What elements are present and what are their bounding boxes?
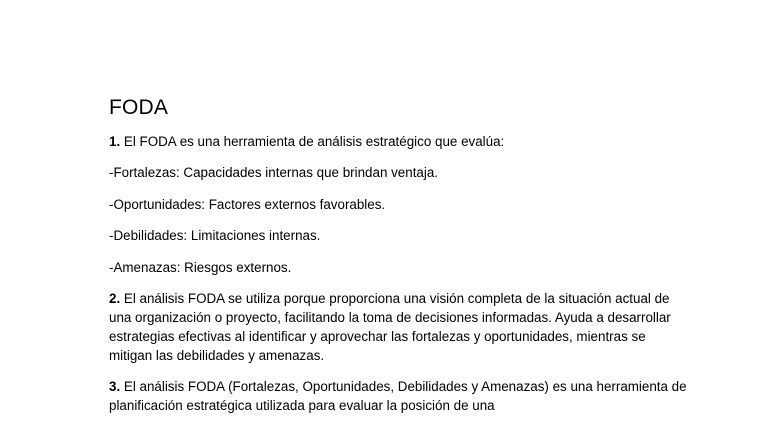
list-item-oportunidades: -Oportunidades: Factores externos favorables. [109,196,386,212]
list-item-fortalezas: -Fortalezas: Capacidades internas que brindan ventaja. [109,165,439,180]
paragraph-3-text: El análisis FODA (Fortalezas, Oportunidades, Debilidades y Amenazas) es una herramienta de planificación estratégica utilizada para evaluar la posición de una [109,379,687,413]
list-item-debilidades: -Debilidades: Limitaciones internas. [109,228,321,243]
document-content [109,94,689,427]
paragraph-2 [109,289,689,365]
paragraph-3-number: 3. [109,379,121,394]
paragraph-1-text: El FODA es una herramienta de análisis estratégico que evalúa: [120,134,505,149]
document-title: FODA [109,96,169,119]
paragraph-2-text: El análisis FODA se utiliza porque proporciona una visión completa de la situación actual de una organización o proyecto, facilitando la toma de decisiones informadas. Ayuda a desarrollar estrategias efectivas al identificar y aprovechar las fortalezas y oportunidades, mientras se mitigan las debilidades y amenazas. [109,291,671,363]
paragraph-1 [109,132,689,151]
paragraph-2-number: 2. [109,291,121,306]
list-item-amenazas: -Amenazas: Riesgos externos. [109,259,292,275]
paragraph-1-number: 1. [109,134,121,149]
paragraph-3 [109,377,689,415]
